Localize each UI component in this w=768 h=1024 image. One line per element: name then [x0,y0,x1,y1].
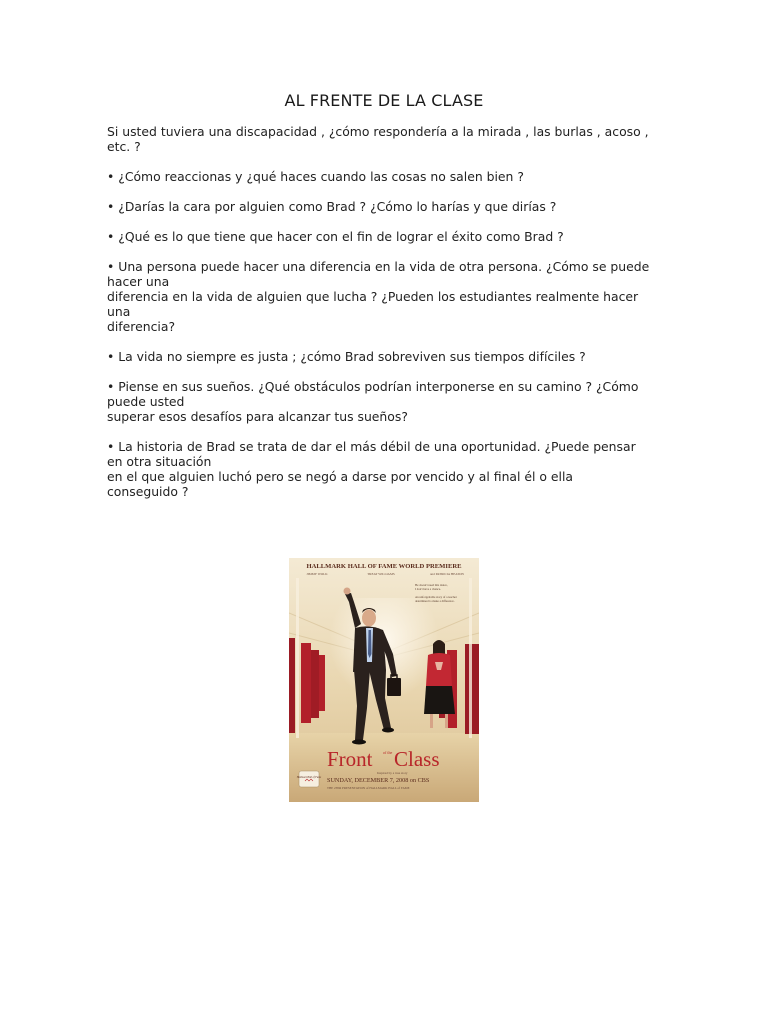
paragraph-line: • ¿Qué es lo que tiene que hacer con el fin de lograr el éxito como Brad ? [107,229,564,244]
paragraph-line: • ¿Cómo reaccionas y ¿qué haces cuando las cosas no salen bien ? [107,169,524,184]
briefcase [387,678,401,696]
paragraph-line: Si usted tuviera una discapacidad , ¿cómo respondería a la mirada , las burlas , acoso , [107,124,649,139]
paragraph-line: puede usted [107,394,185,409]
poster-cast-1: JIMMY WOLK [306,572,328,576]
hallmark-logo-text: Hallmark Hall of Fame [296,776,322,779]
paragraph-line: • ¿Darías la cara por alguien como Brad ? ¿Cómo lo harías y que dirías ? [107,199,557,214]
paragraph [107,439,667,499]
paragraph-line: diferencia en la vida de alguien que lucha ? ¿Pueden los estudiantes realmente hacer [107,289,639,304]
paragraph [107,259,667,334]
paragraph-line: conseguido ? [107,484,189,499]
poster-tagline-3: An unforgettable story of a teacher [415,595,457,599]
poster-airdate: SUNDAY, DECEMBER 7, 2008 on CBS [327,777,430,784]
poster-tagline-4: determined to make a difference. [415,599,455,603]
paragraph-line: en el que alguien luchó pero se negó a darse por vencido y al final él o ella [107,469,574,484]
poster-title-of-the: of the [383,750,393,755]
poster-title-front: Front [327,747,373,771]
poster-cast-3: and PATRICIA HEATON [430,572,464,576]
paragraph [107,229,667,244]
paragraph-line: • Piense en sus sueños. ¿Qué obstáculos podrían interponerse en su camino ? ¿Cómo [107,379,639,394]
poster-title-class: Class [394,747,440,771]
poster-tagline-2: I don't have a chance. [415,587,441,591]
document-title: AL FRENTE DE LA CLASE [284,91,484,110]
paragraph-line: • Una persona puede hacer una diferencia en la vida de otra persona. ¿Cómo se puede [107,259,650,274]
paragraph-line: etc. ? [107,139,141,154]
paragraph-line: • La vida no siempre es justa ; ¿cómo Brad sobreviven sus tiempos difíciles ? [107,349,586,364]
paragraph [107,349,667,364]
poster-credit: THE 238th PRESENTATION of HALLMARK HALL of FAME [327,786,410,790]
poster-header-text: HALLMARK HALL OF FAME WORLD PREMIERE [306,563,462,570]
document-body [107,124,667,514]
paragraph-line: superar esos desafíos para alcanzar tus sueños? [107,409,408,424]
paragraph [107,199,667,214]
hallway-floor [289,733,479,802]
poster-subtitle: Inspired by a true story [377,771,408,775]
paragraph-line: hacer una [107,274,170,289]
hallmark-logo [296,771,322,787]
paragraph-line: una [107,304,131,319]
paragraph-line: • La historia de Brad se trata de dar el más débil de una oportunidad. ¿Puede pensar [107,439,636,454]
paragraph [107,169,667,184]
movie-poster [289,558,479,802]
paragraph-line: diferencia? [107,319,176,334]
paragraph-line: en otra situación [107,454,212,469]
poster-cast-2: TREAT WILLIAMS [367,572,395,576]
paragraph [107,124,667,154]
paragraph [107,379,667,424]
poster-tagline-1: He doesn't need this dance, [415,583,448,587]
